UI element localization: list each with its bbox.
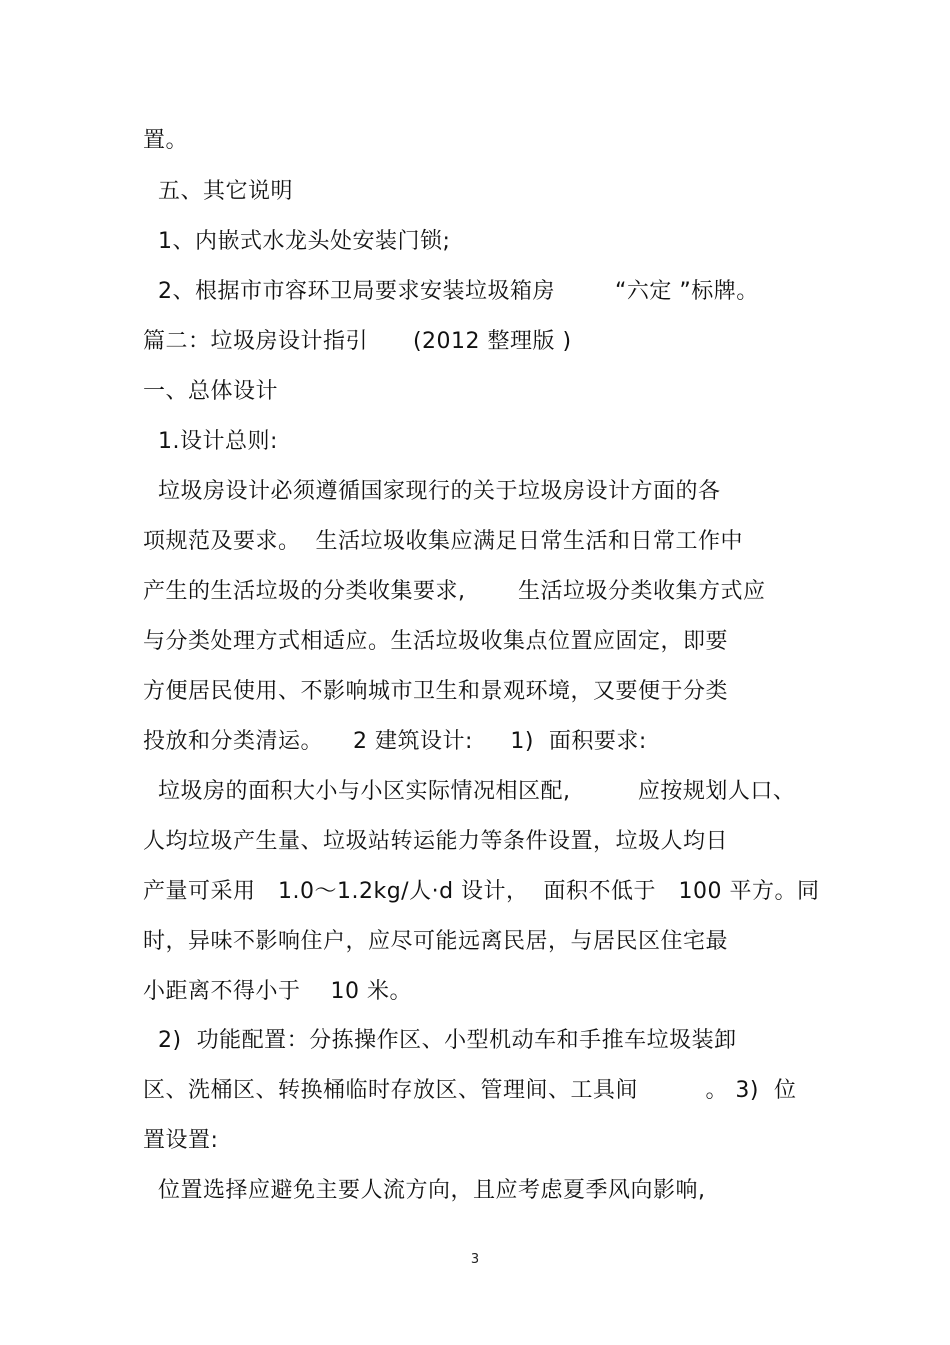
text-line: 1、内嵌式水龙头处安装门锁; (158, 229, 451, 254)
text-line: 时，异味不影响住户，应尽可能远离民居，与居民区住宅最 (143, 929, 729, 954)
chapter-heading: 篇二：垃圾房设计指引 (2012 整理版 ) (143, 329, 572, 354)
text-line: 方便居民使用、不影响城市卫生和景观环境，又要便于分类 (143, 679, 729, 704)
text-line: 产量可采用 1.0～1.2kg/人·d 设计， 面积不低于 100 平方。同 (143, 879, 820, 904)
text-line: 置。 (143, 128, 189, 153)
text-line: 小距离不得小于 10 米。 (143, 979, 412, 1004)
text-line: 区、洗桶区、转换桶临时存放区、管理间、工具间 。 3) 位 (143, 1078, 797, 1103)
text-line: 垃圾房的面积大小与小区实际情况相区配, 应按规划人口、 (158, 779, 796, 804)
section-heading: 五、其它说明 (158, 179, 294, 204)
text-line: 2、根据市市容环卫局要求安装垃圾箱房 “六定 ”标牌。 (158, 279, 759, 304)
text-line: 投放和分类清运。 2 建筑设计: 1) 面积要求: (143, 729, 647, 754)
page-number: 3 (470, 1252, 480, 1267)
text-line: 垃圾房设计必须遵循国家现行的关于垃圾房设计方面的各 (158, 479, 721, 504)
text-line: 与分类处理方式相适应。生活垃圾收集点位置应固定，即要 (143, 629, 729, 654)
text-line: 产生的生活垃圾的分类收集要求, 生活垃圾分类收集方式应 (143, 579, 766, 604)
text-line: 人均垃圾产生量、垃圾站转运能力等条件设置，垃圾人均日 (143, 829, 729, 854)
text-line: 2) 功能配置：分拣操作区、小型机动车和手推车垃圾装卸 (158, 1028, 737, 1053)
text-line: 位置选择应避免主要人流方向，且应考虑夏季风向影响, (158, 1178, 706, 1203)
section-heading: 一、总体设计 (143, 379, 279, 404)
subsection-heading: 1.设计总则: (158, 429, 278, 454)
text-line: 置设置: (143, 1128, 219, 1153)
text-line: 项规范及要求。 生活垃圾收集应满足日常生活和日常工作中 (143, 529, 743, 554)
